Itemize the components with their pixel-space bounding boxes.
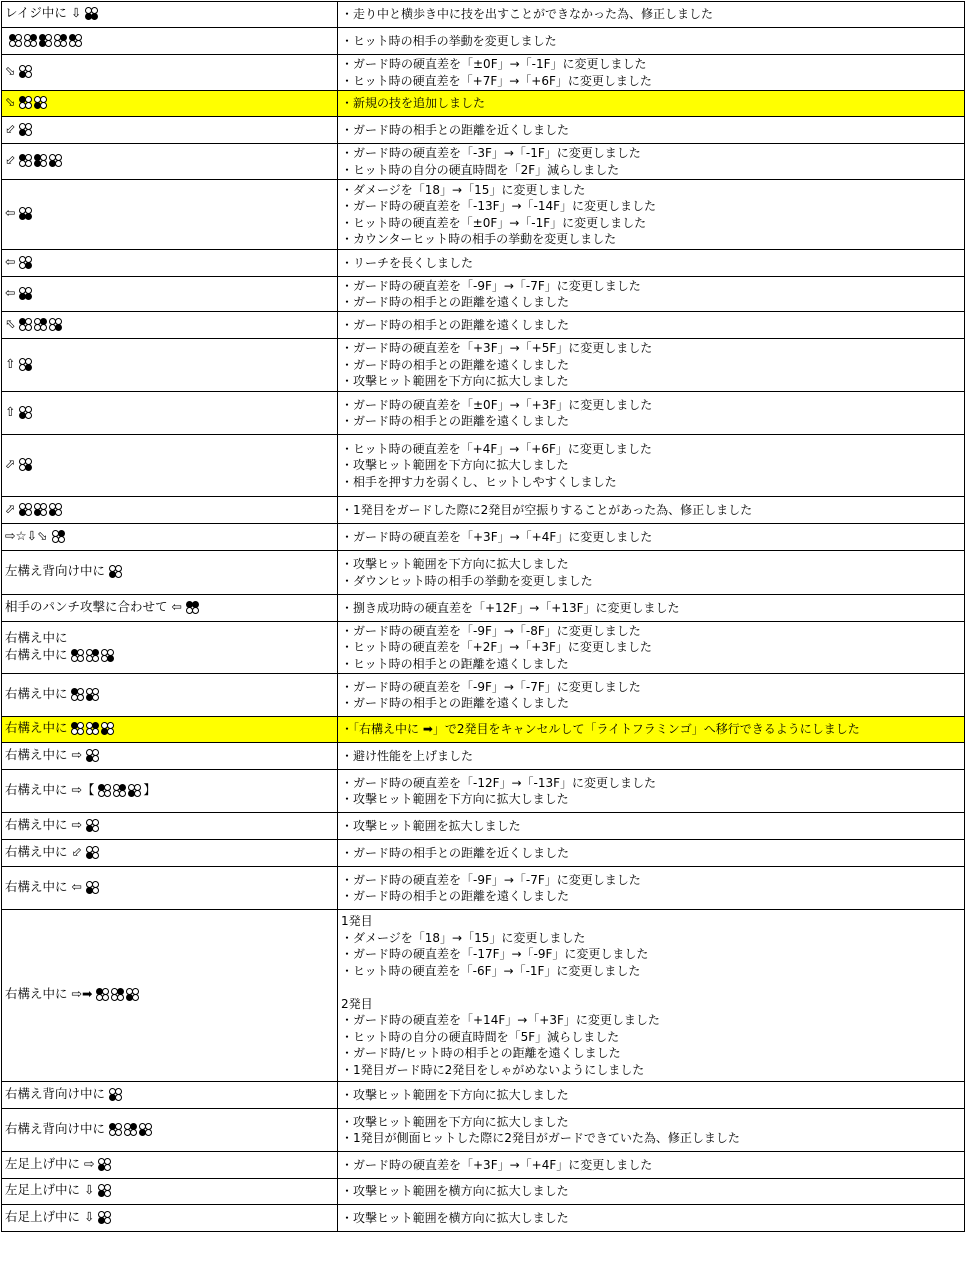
move-command-cell [2, 2, 338, 28]
move-command-text: 右構え中に ⇨➡ [5, 986, 97, 1002]
button-input-icon [113, 784, 127, 798]
table-row [2, 180, 965, 250]
button-input-icon [19, 406, 33, 420]
move-command-text: ⬂ [5, 94, 20, 110]
table-row [2, 743, 965, 770]
change-description-line: ・ガード時の硬直差を「+3F」→「+4F」に変更しました [341, 1157, 653, 1172]
move-command-cell [2, 435, 338, 497]
change-description-line: ・ダウンヒット時の相手の挙動を変更しました [341, 573, 593, 588]
change-description-cell [338, 595, 965, 622]
move-command-text: 右構え中に ⇦ [5, 878, 86, 894]
button-input-icon [186, 601, 200, 615]
change-description-line: ・走り中と横歩き中に技を出すことができなかった為、修正しました [341, 7, 714, 22]
button-input-icon [34, 503, 48, 517]
move-command-cell [2, 770, 338, 813]
change-description-cell [338, 1082, 965, 1109]
button-input-icon [19, 358, 33, 372]
button-input-sequence [109, 565, 124, 582]
button-input-icon [71, 722, 85, 736]
move-command-text: ⬃ [5, 152, 20, 168]
button-input-sequence [86, 749, 101, 766]
button-input-sequence [19, 503, 64, 520]
table-row [2, 91, 965, 117]
table-row [2, 2, 965, 28]
change-description-line: ・ヒット時の自分の硬直時間を「5F」減らしました [341, 1029, 620, 1044]
table-row [2, 312, 965, 339]
patch-notes-table [1, 1, 965, 1232]
button-input-sequence [19, 256, 34, 273]
change-description-line: ・ヒット時の硬直差を「+4F」→「+6F」に変更しました [341, 441, 652, 456]
move-command-cell [2, 1082, 338, 1109]
change-description-line: ・1発目ガード時に2発目をしゃがめないようにしました [341, 1062, 645, 1077]
change-description-line: ・ヒット時の相手の挙動を変更しました [341, 33, 557, 48]
button-input-icon [19, 458, 33, 472]
move-command-cell [2, 595, 338, 622]
move-command-cell [2, 55, 338, 91]
move-command-cell [2, 813, 338, 840]
button-input-icon [49, 154, 63, 168]
move-command-text: 右構え背向け中に [5, 1085, 109, 1101]
table-row [2, 770, 965, 813]
change-description-line: ・ガード時の相手との距離を遠くしました [341, 696, 570, 710]
table-row [2, 435, 965, 497]
move-command-cell [2, 117, 338, 144]
button-input-icon [34, 154, 48, 168]
button-input-sequence [98, 784, 143, 801]
change-description-line: ・ヒット時の硬直差を「-6F」→「-1F」に変更しました [341, 963, 641, 978]
move-command-cell [2, 277, 338, 312]
button-input-icon [86, 846, 100, 860]
change-description-line: ・攻撃ヒット範囲を拡大しました [341, 818, 521, 833]
button-input-icon [19, 123, 33, 137]
move-command-text: 右構え中に [5, 720, 72, 736]
change-description-line: ・リーチを長くしました [341, 255, 474, 270]
button-input-icon [9, 34, 23, 48]
table-row [2, 28, 965, 55]
button-input-icon [98, 1184, 112, 1198]
change-description-cell [338, 1152, 965, 1179]
table-row [2, 1082, 965, 1109]
move-command-text: 右構え中に [5, 646, 72, 662]
change-description-cell [338, 277, 965, 312]
change-description-line: ・ガード時の硬直差を「+3F」→「+4F」に変更しました [341, 529, 653, 544]
move-command-cell [2, 622, 338, 674]
button-input-icon [98, 784, 112, 798]
change-description-cell [338, 1109, 965, 1152]
button-input-icon [86, 749, 100, 763]
change-description-line: ・攻撃ヒット範囲を下方向に拡大しました [341, 1087, 569, 1102]
move-command-cell [2, 1152, 338, 1179]
button-input-icon [109, 565, 123, 579]
change-description-line: ・ガード時/ヒット時の相手との距離を遠くしました [341, 1046, 621, 1060]
change-description-cell [338, 250, 965, 277]
change-description-line: ・攻撃ヒット範囲を横方向に拡大しました [341, 1184, 569, 1199]
button-input-sequence [98, 1184, 113, 1201]
button-input-sequence [19, 207, 34, 224]
button-input-sequence [96, 988, 141, 1005]
change-description-line: ・新規の技を追加しました [341, 96, 486, 111]
move-command-cell [2, 28, 338, 55]
change-description-cell [338, 180, 965, 250]
button-input-sequence [86, 881, 101, 898]
table-row [2, 717, 965, 743]
move-command-cell [2, 717, 338, 743]
button-input-icon [19, 207, 33, 221]
change-description-line: ・ガード時の相手との距離を遠くしました [341, 295, 570, 309]
button-input-icon [139, 1123, 153, 1137]
move-command-text: 左構え背向け中に [5, 563, 109, 579]
button-input-icon [69, 34, 83, 48]
button-input-icon [19, 318, 33, 332]
button-input-sequence [19, 458, 34, 475]
change-description-line: ・ヒット時の自分の硬直時間を「2F」減らしました [341, 162, 620, 177]
button-input-sequence [109, 1123, 154, 1140]
button-input-sequence [19, 287, 34, 304]
change-description-cell [338, 717, 965, 743]
move-command-cell [2, 497, 338, 524]
change-description-cell [338, 2, 965, 28]
move-command-cell [2, 551, 338, 595]
button-input-sequence [9, 34, 84, 51]
move-command-cell [2, 867, 338, 910]
move-command-text: 右構え背向け中に [5, 1120, 109, 1136]
change-description-line: ・ガード時の相手との距離を遠くしました [341, 889, 570, 903]
change-description-cell [338, 117, 965, 144]
change-description-cell [338, 840, 965, 867]
change-description-cell [338, 339, 965, 392]
button-input-icon [109, 1088, 123, 1102]
change-description-line: ・ガード時の硬直差を「+3F」→「+5F」に変更しました [341, 341, 653, 356]
table-row [2, 1152, 965, 1179]
change-description-cell [338, 770, 965, 813]
change-description-cell [338, 55, 965, 91]
button-input-sequence [71, 722, 116, 739]
change-description-line: ・ガード時の硬直差を「-9F」→「-8F」に変更しました [341, 623, 641, 638]
change-description-line: ・攻撃ヒット範囲を下方向に拡大しました [341, 557, 569, 571]
change-description-cell [338, 524, 965, 551]
move-command-text: ⬀ [5, 456, 20, 472]
change-description-line: ・避け性能を上げました [341, 748, 474, 763]
change-description-cell [338, 392, 965, 435]
change-description-cell [338, 312, 965, 339]
button-input-sequence [86, 819, 101, 836]
move-command-cell [2, 674, 338, 717]
table-row [2, 144, 965, 180]
change-description-line: ・ガード時の硬直差を「-9F」→「-7F」に変更しました [341, 278, 641, 293]
button-input-icon [49, 318, 63, 332]
change-description-line: ・攻撃ヒット範囲を下方向に拡大しました [341, 458, 569, 473]
move-command-cell [2, 1205, 338, 1232]
change-description-line: ・攻撃ヒット範囲を横方向に拡大しました [341, 1210, 569, 1225]
move-command-cell [2, 144, 338, 180]
change-description-line: ・ダメージを「18」→「15」に変更しました [341, 182, 586, 197]
button-input-icon [19, 503, 33, 517]
table-row [2, 1109, 965, 1152]
change-description-line: ・ガード時の硬直差を「-9F」→「-7F」に変更しました [341, 679, 641, 694]
change-description-line: ・「右構え中に ➡」で2発目をキャンセルして「ライトフラミンゴ」へ移行できるようにしました [341, 722, 860, 737]
move-command-text: ⇦ [5, 284, 20, 300]
button-input-icon [86, 688, 100, 702]
move-command-text: 左足上げ中に ⇨ [5, 1155, 99, 1171]
button-input-icon [96, 988, 110, 1002]
button-input-sequence [98, 1158, 113, 1175]
button-input-sequence [19, 358, 34, 375]
table-row [2, 1179, 965, 1205]
change-description-line: ・相手を押す力を弱くし、ヒットしやすくしました [341, 474, 617, 489]
button-input-icon [34, 318, 48, 332]
change-description-line: ・ヒット時の硬直差を「+2F」→「+3F」に変更しました [341, 640, 652, 655]
button-input-sequence [186, 601, 201, 618]
table-row [2, 117, 965, 144]
change-description-cell [338, 674, 965, 717]
table-row [2, 674, 965, 717]
change-description-line: ・攻撃ヒット範囲を下方向に拡大しました [341, 374, 569, 389]
change-description-line: ・ダメージを「18」→「15」に変更しました [341, 930, 586, 945]
button-input-icon [24, 34, 38, 48]
change-description-line: ・ガード時の硬直差を「-3F」→「-1F」に変更しました [341, 146, 641, 160]
button-input-icon [109, 1123, 123, 1137]
move-command-text: 右構え中に [5, 630, 76, 645]
change-description-line: ・ガード時の相手との距離を近くしました [341, 845, 570, 860]
button-input-icon [71, 649, 85, 663]
move-command-cell [2, 524, 338, 551]
button-input-icon [126, 988, 140, 1002]
button-input-icon [124, 1123, 138, 1137]
move-command-cell [2, 840, 338, 867]
move-command-text: ⬃ [5, 120, 20, 136]
table-row [2, 910, 965, 1082]
table-row [2, 551, 965, 595]
move-command-text: 右構え中に ⇨ [5, 746, 86, 762]
change-description-line: ・ガード時の相手との距離を遠くしました [341, 317, 570, 332]
change-description-line: ・1発目が側面ヒットした際に2発目がガードできていた為、修正しました [341, 1131, 740, 1145]
button-input-icon [49, 503, 63, 517]
button-input-icon [34, 96, 48, 110]
change-description-cell [338, 1205, 965, 1232]
button-input-icon [101, 649, 115, 663]
button-input-icon [86, 881, 100, 895]
change-description-line: ・カウンターヒット時の相手の挙動を変更しました [341, 232, 617, 246]
change-description-cell [338, 91, 965, 117]
button-input-icon [86, 649, 100, 663]
move-command-cell [2, 392, 338, 435]
change-description-cell [338, 743, 965, 770]
button-input-icon [85, 7, 99, 21]
move-command-text: ⇦ [5, 205, 20, 221]
move-command-text: 右構え中に ⇨【 [5, 781, 99, 797]
change-description-line: ・ガード時の相手との距離を遠くしました [341, 357, 570, 372]
change-description-line: ・ガード時の硬直差を「±0F」→「-1F」に変更しました [341, 57, 647, 71]
change-description-line: ・攻撃ヒット範囲を下方向に拡大しました [341, 1114, 569, 1129]
move-command-cell [2, 339, 338, 392]
button-input-sequence [19, 123, 34, 140]
move-command-cell [2, 1179, 338, 1205]
button-input-icon [98, 1158, 112, 1172]
table-row [2, 524, 965, 551]
move-command-text: 左足上げ中に ⇩ [5, 1182, 99, 1198]
move-command-text: ⬁ [5, 315, 20, 331]
move-command-text: 相手のパンチ攻撃に合わせて ⇦ [5, 598, 186, 614]
button-input-sequence [19, 154, 64, 171]
button-input-icon [54, 34, 68, 48]
change-description-line: ・ガード時の硬直差を「+14F」→「+3F」に変更しました [341, 1013, 660, 1027]
button-input-icon [86, 819, 100, 833]
button-input-icon [52, 530, 66, 544]
table-row [2, 840, 965, 867]
change-description-line: ・ガード時の硬直差を「-13F」→「-14F」に変更しました [341, 199, 657, 213]
button-input-sequence [19, 318, 64, 335]
change-description-cell [338, 813, 965, 840]
change-description-line: ・ガード時の硬直差を「±0F」→「+3F」に変更しました [341, 397, 653, 412]
change-description-cell [338, 28, 965, 55]
button-input-sequence [109, 1088, 124, 1105]
button-input-icon [98, 1211, 112, 1225]
button-input-sequence [19, 96, 49, 113]
change-description-cell [338, 497, 965, 524]
table-row [2, 813, 965, 840]
change-description-line: ・ヒット時の硬直差を「±0F」→「-1F」に変更しました [341, 215, 647, 230]
button-input-icon [19, 154, 33, 168]
move-command-text: 右構え中に ⬃ [5, 843, 86, 859]
change-description-cell [338, 622, 965, 674]
move-command-cell [2, 312, 338, 339]
table-row [2, 250, 965, 277]
button-input-sequence [19, 406, 34, 423]
change-description-line: ・ガード時の硬直差を「-12F」→「-13F」に変更しました [341, 775, 657, 790]
button-input-icon [128, 784, 142, 798]
button-input-icon [19, 256, 33, 270]
button-input-sequence [85, 7, 100, 24]
button-input-sequence [52, 530, 67, 547]
change-description-cell [338, 1179, 965, 1205]
move-command-text: 右構え中に [5, 685, 72, 701]
table-row [2, 392, 965, 435]
move-command-text: ⬂ [5, 63, 20, 79]
button-input-sequence [98, 1211, 113, 1228]
button-input-icon [111, 988, 125, 1002]
move-command-cell [2, 91, 338, 117]
button-input-sequence [71, 688, 101, 705]
move-command-text: 右構え中に ⇨ [5, 816, 86, 832]
table-row [2, 339, 965, 392]
move-command-text: ⇧ [5, 355, 20, 371]
table-row [2, 55, 965, 91]
move-command-text: ⇨☆⇩⬂ [5, 527, 52, 543]
table-row [2, 1205, 965, 1232]
button-input-icon [71, 688, 85, 702]
button-input-icon [19, 65, 33, 79]
table-row [2, 867, 965, 910]
move-command-cell [2, 250, 338, 277]
move-command-cell [2, 743, 338, 770]
change-description-line: ・ガード時の硬直差を「-9F」→「-7F」に変更しました [341, 872, 641, 887]
change-description-line: ・ヒット時の相手との距離を遠くしました [341, 656, 569, 671]
move-command-text: ⇧ [5, 403, 20, 419]
change-description-cell [338, 910, 965, 1082]
move-command-suffix: 】 [143, 781, 156, 797]
button-input-sequence [19, 65, 34, 82]
move-command-cell [2, 910, 338, 1082]
move-command-cell [2, 180, 338, 250]
change-description-line: 2発目 [341, 996, 373, 1011]
change-description-line: ・捌き成功時の硬直差を「+12F」→「+13F」に変更しました [341, 600, 680, 615]
move-command-cell [2, 1109, 338, 1152]
change-description-line: ・ガード時の硬直差を「-17F」→「-9F」に変更しました [341, 947, 649, 961]
change-description-line: ・1発目をガードした際に2発目が空振りすることがあった為、修正しました [341, 502, 753, 517]
change-description-cell [338, 435, 965, 497]
button-input-icon [19, 96, 33, 110]
button-input-icon [101, 722, 115, 736]
button-input-sequence [71, 649, 116, 666]
change-description-line: ・ガード時の相手との距離を近くしました [341, 122, 570, 137]
table-row [2, 277, 965, 312]
change-description-cell [338, 551, 965, 595]
button-input-icon [86, 722, 100, 736]
change-description-line: ・ガード時の相手との距離を遠くしました [341, 414, 570, 428]
change-description-line: ・ヒット時の硬直差を「+7F」→「+6F」に変更しました [341, 73, 652, 88]
move-command-text: ⬀ [5, 500, 20, 516]
button-input-icon [39, 34, 53, 48]
table-row [2, 497, 965, 524]
button-input-sequence [86, 846, 101, 863]
patch-notes-body [2, 2, 965, 1232]
change-description-line [341, 979, 961, 996]
move-command-text: 右足上げ中に ⇩ [5, 1208, 99, 1224]
table-row [2, 595, 965, 622]
move-command-text: ⇦ [5, 253, 20, 269]
change-description-line: ・攻撃ヒット範囲を下方向に拡大しました [341, 792, 569, 806]
table-row [2, 622, 965, 674]
move-command-text: レイジ中に ⇩ [5, 5, 86, 21]
change-description-line: 1発目 [341, 914, 373, 928]
button-input-icon [19, 287, 33, 301]
change-description-cell [338, 144, 965, 180]
change-description-cell [338, 867, 965, 910]
